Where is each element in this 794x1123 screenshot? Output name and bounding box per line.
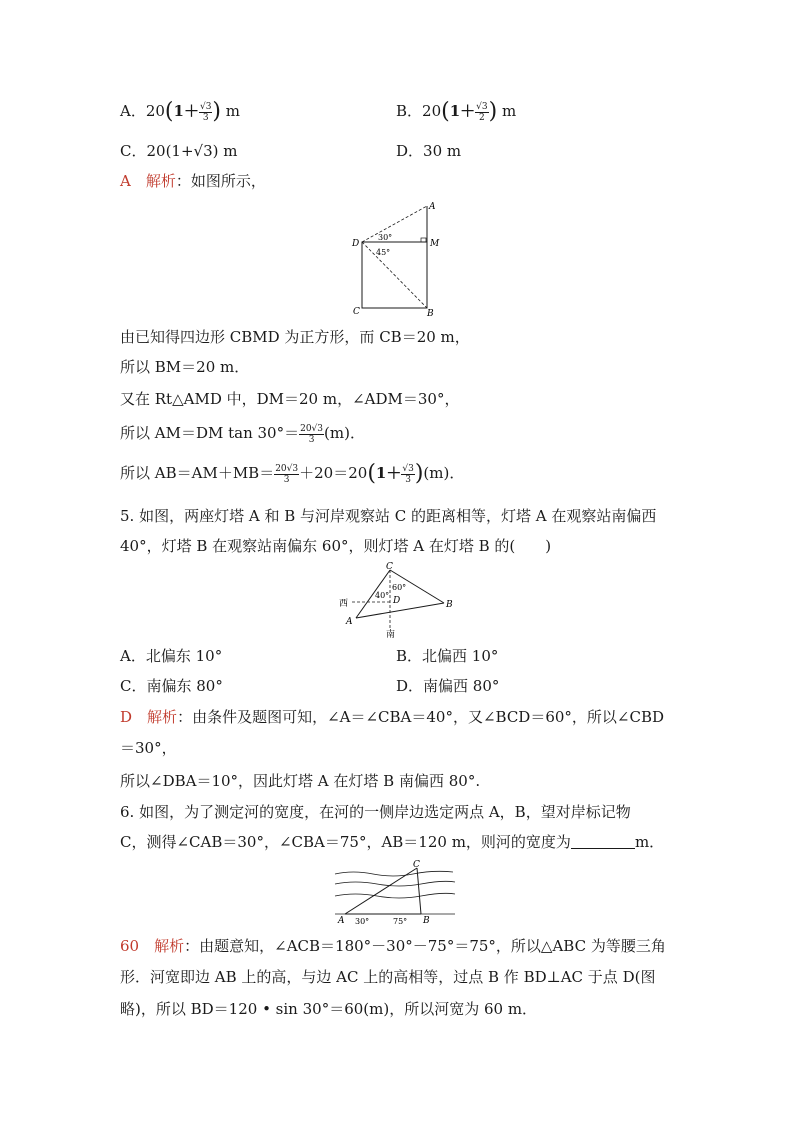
q5-fig-label-b: B [446, 600, 453, 610]
q5-fig-angle-60: 60° [392, 583, 407, 592]
q4-option-d: D．30 m [396, 142, 462, 160]
q6-fig-label-c: C [413, 860, 420, 870]
q6-analysis-line2: 形．河宽即边 AB 上的高，与边 AC 上的高相等，过点 B 作 BD⊥AC 于点 D(图 [120, 968, 656, 986]
q4-fig-angle-45: 45° [376, 248, 391, 257]
q4-option-c: C．20(1+√3) m [120, 142, 238, 160]
q4-option-a: A．20(1＋ $\frac{√3}{3}$ ) m [120, 99, 241, 124]
q6-fig-label-a: A [338, 916, 345, 926]
q5-fig-label-c: C [386, 562, 393, 572]
q5-analysis-label: 解析 [147, 708, 178, 726]
q5-analysis-line3: 所以∠DBA＝10°，因此灯塔 A 在灯塔 B 南偏西 80°. [120, 772, 481, 790]
q5-fig-angle-40: 40° [375, 591, 390, 600]
q4-analysis-line5: 所以 AB＝AM＋MB＝ $\frac{20√3}{3}$ ＋20＝20(1＋ $\frac{√3}{3}$ )(m)． [120, 461, 465, 486]
q4-fig-label-m: M [430, 239, 440, 249]
q5-option-d: D．南偏西 80° [396, 677, 500, 695]
q4-analysis-label: 解析 [145, 172, 176, 190]
q4-fig-label-a: A [429, 202, 436, 212]
q5-analysis-line1: D 解析：由条件及题图可知，∠A＝∠CBA＝40°，又∠BCD＝60°，所以∠CBD [120, 708, 665, 726]
q6-answer: 60 [120, 937, 140, 955]
q6-stem-line1: 6. 如图，为了测定河的宽度，在河的一侧岸边选定两点 A，B，望对岸标记物 [120, 803, 631, 821]
q4-figure [345, 198, 445, 318]
q5-fig-label-west: 西 [339, 599, 349, 609]
q6-analysis-line3: 略)，所以 BD＝120 • sin 30°＝60(m)，所以河宽为 60 m． [120, 1000, 538, 1018]
q5-fig-label-d: D [393, 596, 401, 606]
q6-figure [333, 860, 457, 926]
q5-option-b: B．北偏西 10° [396, 647, 499, 665]
q4-fig-label-b: B [427, 309, 434, 318]
q4-option-b: B．20(1＋ $\frac{√3}{2}$ ) m [396, 99, 517, 124]
q4-analysis-line3: 又在 Rt△AMD 中，DM＝20 m，∠ADM＝30°， [120, 390, 460, 408]
q5-stem-line2: 40°，灯塔 B 在观察站南偏东 60°，则灯塔 A 在灯塔 B 的( ) [120, 537, 552, 555]
q6-analysis-label: 解析 [154, 937, 185, 955]
q4-fig-label-c: C [353, 307, 360, 317]
q5-stem-line1: 5. 如图，两座灯塔 A 和 B 与河岸观察站 C 的距离相等，灯塔 A 在观察站南偏西 [120, 507, 657, 525]
q6-answer-blank [571, 834, 635, 849]
q5-option-c: C．南偏东 80° [120, 677, 223, 695]
q6-fig-angle-30: 30° [355, 917, 370, 926]
q5-figure [336, 562, 462, 638]
q4-analysis-line4: 所以 AM＝DM tan 30°＝ $\frac{20√3}{3}$ (m)． [120, 423, 365, 445]
q4-analysis-line1: 由已知得四边形 CBMD 为正方形，而 CB＝20 m， [120, 328, 470, 346]
q5-answer: D [120, 708, 133, 726]
q4-analysis-line2: 所以 BM＝20 m． [120, 358, 250, 376]
q6-stem-line2: C，测得∠CAB＝30°，∠CBA＝75°，AB＝120 m，则河的宽度为 m． [120, 833, 665, 851]
q6-fig-label-b: B [423, 916, 430, 926]
q5-option-a: A．北偏东 10° [120, 647, 223, 665]
q4-fig-label-d: D [352, 239, 360, 249]
q6-fig-angle-75: 75° [393, 917, 408, 926]
q4-answer-line: A 解析：如图所示， [120, 172, 266, 190]
q5-fig-label-a: A [346, 617, 353, 627]
q4-fig-angle-30: 30° [378, 233, 393, 242]
q6-analysis-line1: 60 解析：由题意知，∠ACB＝180°－30°－75°＝75°，所以△ABC 为等腰三角 [120, 937, 666, 955]
q4-answer: A [120, 172, 131, 190]
q5-analysis-line2: ＝30°， [120, 739, 177, 757]
q5-fig-label-south: 南 [386, 630, 396, 638]
